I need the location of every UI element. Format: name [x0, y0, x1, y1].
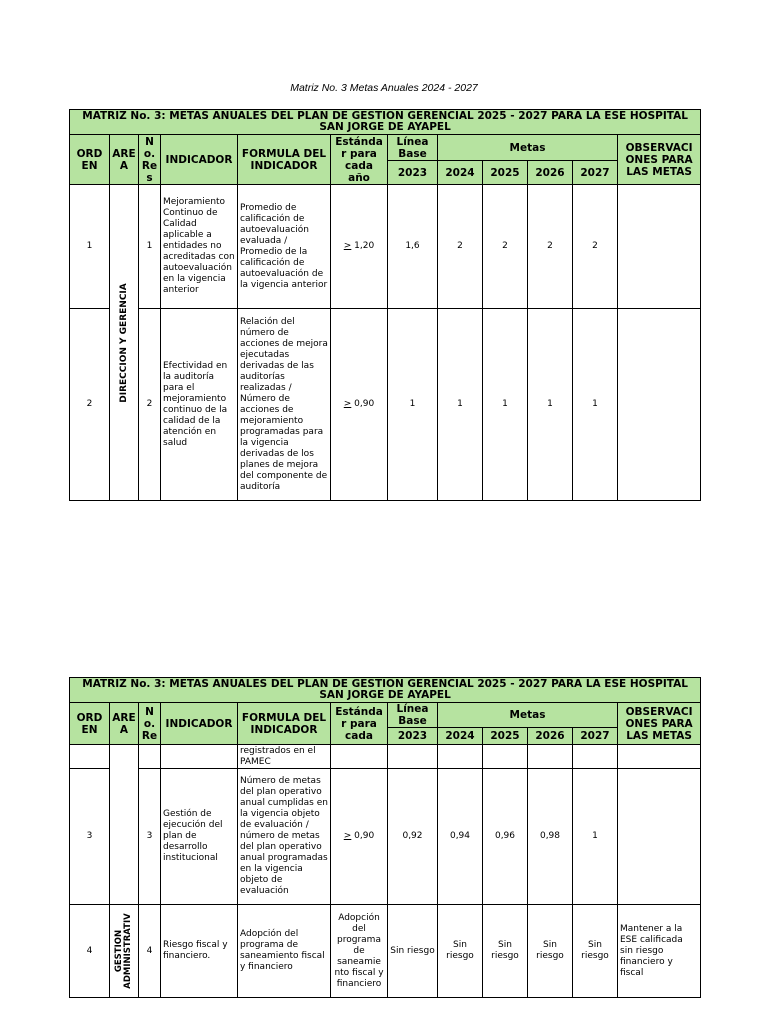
document-title: Matriz No. 3 Metas Anuales 2024 - 2027 — [290, 82, 478, 94]
cell-indicador — [161, 745, 238, 769]
cell-orden: 2 — [70, 309, 110, 501]
cell-estandar: > 0,90 — [331, 309, 388, 501]
cell-no — [139, 745, 161, 769]
header-2027: 2027 — [573, 161, 618, 185]
cell-meta-2025 — [483, 745, 528, 769]
header-2027: 2027 — [573, 728, 618, 745]
cell-formula: Relación del número de acciones de mejora ejecutadas derivadas de las auditorías realizadas / Número de acciones de mejoramiento programadas para la vigencia derivadas de los planes de mejora del componente de auditoría — [238, 309, 331, 501]
table-row — [70, 905, 701, 998]
cell-meta-2024: 0,94 — [438, 769, 483, 905]
metas-table-1 — [69, 109, 701, 501]
cell-linea-base — [388, 745, 438, 769]
cell-no: 2 — [139, 309, 161, 501]
cell-area — [110, 185, 139, 501]
cell-meta-2024 — [438, 745, 483, 769]
area-label: DIRECCION Y GERENCIA — [119, 282, 129, 403]
cell-formula: Promedio de calificación de autoevaluación evaluada / Promedio de la calificación de autoevaluación de la vigencia anterior — [238, 185, 331, 309]
header-no-res: N o. Re — [139, 703, 161, 745]
header-2024: 2024 — [438, 161, 483, 185]
cell-observaciones — [618, 745, 701, 769]
cell-no: 3 — [139, 769, 161, 905]
header-orden: ORD EN — [70, 135, 110, 185]
header-no-res: N o. Re s — [139, 135, 161, 185]
cell-meta-2027: 1 — [573, 309, 618, 501]
table-row — [70, 745, 701, 769]
cell-meta-2027 — [573, 745, 618, 769]
cell-meta-2025: Sin riesgo — [483, 905, 528, 998]
header-observaciones: OBSERVACI ONES PARA LAS METAS — [618, 135, 701, 185]
header-indicador: INDICADOR — [161, 703, 238, 745]
header-2025: 2025 — [483, 728, 528, 745]
cell-linea-base: 1,6 — [388, 185, 438, 309]
header-2025: 2025 — [483, 161, 528, 185]
cell-observaciones — [618, 769, 701, 905]
cell-estandar: Adopción del programa de saneamie nto fiscal y financiero — [331, 905, 388, 998]
cell-orden: 1 — [70, 185, 110, 309]
cell-meta-2027: Sin riesgo — [573, 905, 618, 998]
cell-linea-base: 0,92 — [388, 769, 438, 905]
cell-estandar: > 0,90 — [331, 769, 388, 905]
cell-linea-base: 1 — [388, 309, 438, 501]
area-label: GESTION ADMINISTRATIV — [114, 913, 133, 989]
cell-indicador: Gestión de ejecución del plan de desarrollo institucional — [161, 769, 238, 905]
table-title: MATRIZ No. 3: METAS ANUALES DEL PLAN DE GESTION GERENCIAL 2025 - 2027 PARA LA ESE HOSPITAL SAN JORGE DE AYAPEL — [70, 678, 701, 703]
header-2026: 2026 — [528, 728, 573, 745]
header-estandar: Estánda r para cada — [331, 703, 388, 745]
cell-orden: 3 — [70, 769, 110, 905]
header-area: ARE A — [110, 135, 139, 185]
metas-table-2 — [69, 677, 701, 998]
header-2023: 2023 — [388, 728, 438, 745]
cell-meta-2026: Sin riesgo — [528, 905, 573, 998]
cell-meta-2026 — [528, 745, 573, 769]
cell-observaciones — [618, 309, 701, 501]
table-row — [70, 309, 701, 501]
table-row — [70, 185, 701, 309]
cell-formula: registrados en el PAMEC — [238, 745, 331, 769]
table-title: MATRIZ No. 3: METAS ANUALES DEL PLAN DE GESTION GERENCIAL 2025 - 2027 PARA LA ESE HOSPITAL SAN JORGE DE AYAPEL — [70, 110, 701, 135]
cell-meta-2026: 0,98 — [528, 769, 573, 905]
cell-linea-base: Sin riesgo — [388, 905, 438, 998]
header-metas: Metas — [438, 135, 618, 161]
header-formula: FORMULA DEL INDICADOR — [238, 135, 331, 185]
header-2026: 2026 — [528, 161, 573, 185]
cell-meta-2024: 2 — [438, 185, 483, 309]
cell-no: 1 — [139, 185, 161, 309]
header-observaciones: OBSERVACI ONES PARA LAS METAS — [618, 703, 701, 745]
header-metas: Metas — [438, 703, 618, 728]
cell-meta-2025: 2 — [483, 185, 528, 309]
cell-indicador: Riesgo fiscal y financiero. — [161, 905, 238, 998]
header-orden: ORD EN — [70, 703, 110, 745]
header-2024: 2024 — [438, 728, 483, 745]
cell-indicador: Mejoramiento Continuo de Calidad aplicable a entidades no acreditadas con autoevaluación en la vigencia anterior — [161, 185, 238, 309]
cell-meta-2024: Sin riesgo — [438, 905, 483, 998]
cell-observaciones: Mantener a la ESE calificada sin riesgo financiero y fiscal — [618, 905, 701, 998]
header-linea-base: Línea Base — [388, 703, 438, 728]
header-linea-base: Línea Base — [388, 135, 438, 161]
cell-formula: Número de metas del plan operativo anual cumplidas en la vigencia objeto de evaluación / número de metas del plan operativo anual programadas en la vigencia objeto de evaluación — [238, 769, 331, 905]
header-area: ARE A — [110, 703, 139, 745]
cell-meta-2025: 0,96 — [483, 769, 528, 905]
cell-meta-2027: 1 — [573, 769, 618, 905]
cell-meta-2027: 2 — [573, 185, 618, 309]
cell-observaciones — [618, 185, 701, 309]
cell-no: 4 — [139, 905, 161, 998]
cell-meta-2025: 1 — [483, 309, 528, 501]
cell-estandar: > 1,20 — [331, 185, 388, 309]
cell-area — [110, 905, 139, 998]
cell-orden: 4 — [70, 905, 110, 998]
header-indicador: INDICADOR — [161, 135, 238, 185]
cell-meta-2024: 1 — [438, 309, 483, 501]
cell-area — [110, 769, 139, 905]
table-row — [70, 769, 701, 905]
cell-formula: Adopción del programa de saneamiento fiscal y financiero — [238, 905, 331, 998]
cell-orden — [70, 745, 110, 769]
header-formula: FORMULA DEL INDICADOR — [238, 703, 331, 745]
cell-area — [110, 745, 139, 769]
cell-meta-2026: 2 — [528, 185, 573, 309]
header-2023: 2023 — [388, 161, 438, 185]
header-estandar: Estánda r para cada año — [331, 135, 388, 185]
cell-estandar — [331, 745, 388, 769]
cell-meta-2026: 1 — [528, 309, 573, 501]
cell-indicador: Efectividad en la auditoría para el mejoramiento continuo de la calidad de la atención en salud — [161, 309, 238, 501]
